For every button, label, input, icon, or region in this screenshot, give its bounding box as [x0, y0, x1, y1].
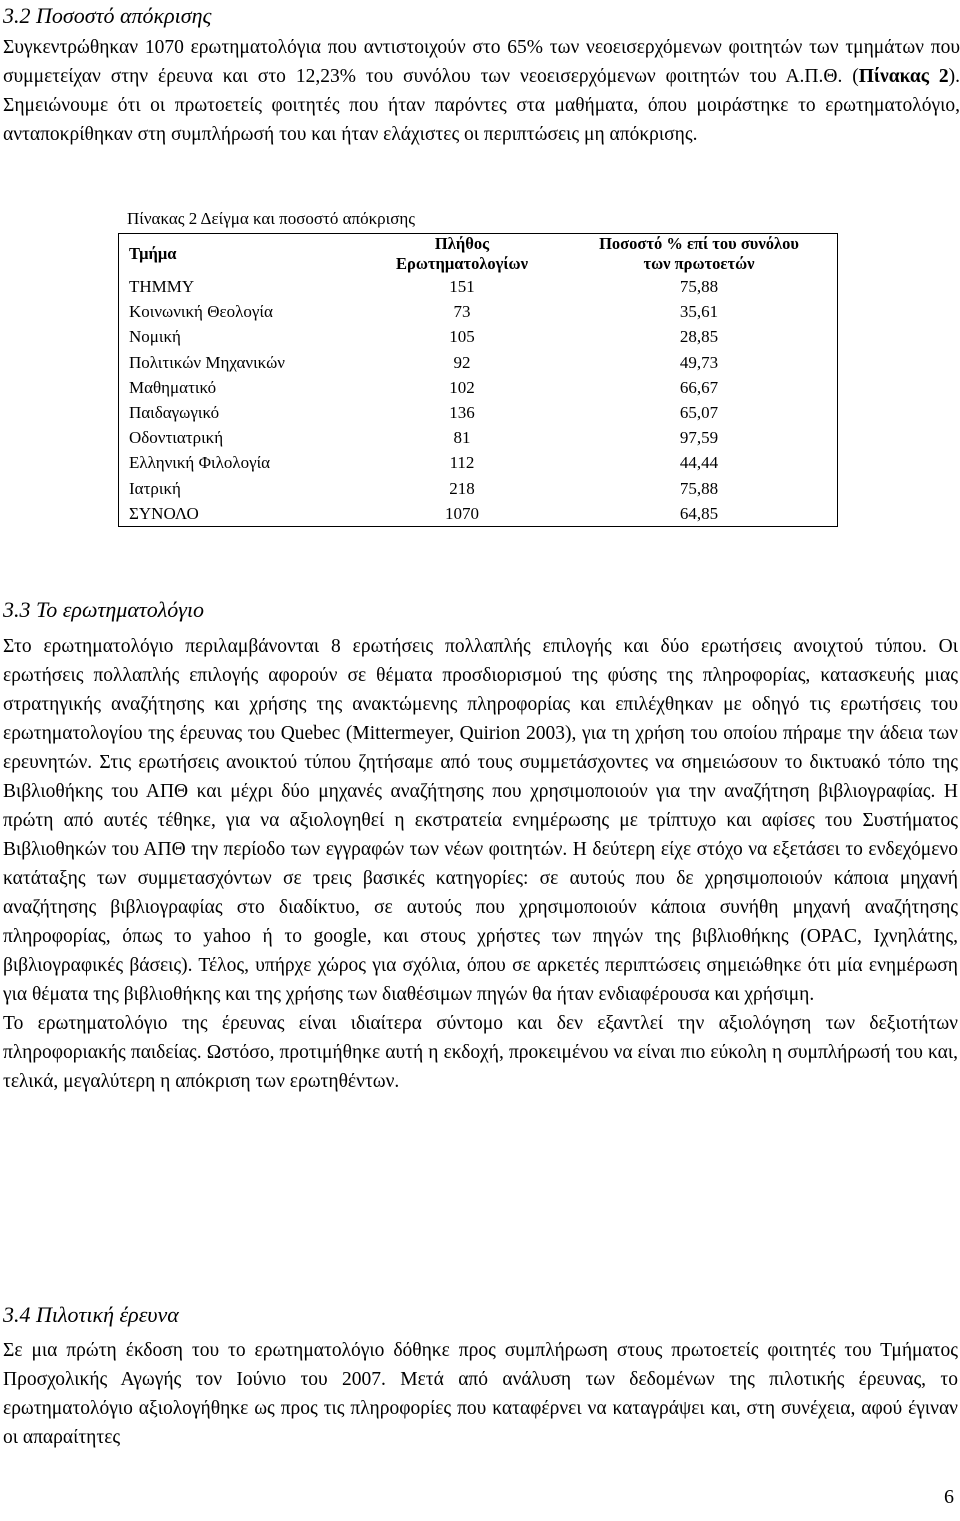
cell-department: Νομική — [129, 327, 181, 347]
section-heading-response-rate: 3.2 Ποσοστό απόκρισης — [3, 3, 212, 28]
cell-count: 112 — [449, 453, 475, 473]
cell-count: 73 — [453, 302, 471, 322]
cell-count: 105 — [449, 327, 475, 347]
cell-department: Κοινωνική Θεολογία — [129, 302, 273, 322]
cell-department: Μαθηματικό — [129, 377, 217, 397]
header-department: Τμήμα — [129, 244, 177, 263]
table-row — [119, 299, 838, 324]
table-container — [118, 205, 838, 527]
cell-count: 1070 — [445, 503, 479, 523]
table-row — [119, 274, 838, 299]
cell-percentage: 28,85 — [679, 327, 719, 347]
table-row — [119, 476, 838, 501]
cell-department: Ελληνική Φιλολογία — [129, 453, 271, 473]
cell-count: 218 — [449, 478, 475, 498]
cell-percentage: 64,85 — [679, 503, 719, 523]
header-percentage — [561, 234, 838, 275]
header-pct-line2: των πρωτοετών — [643, 254, 755, 273]
paragraph-response-rate — [3, 33, 960, 149]
cell-percentage: 66,67 — [679, 377, 719, 397]
cell-percentage: 35,61 — [679, 302, 719, 322]
header-pct-line1: Ποσοστό % επί του συνόλου — [599, 234, 799, 253]
cell-count: 102 — [449, 377, 475, 397]
section-heading-questionnaire: 3.3 Το ερωτηματολόγιο — [3, 597, 205, 622]
cell-department: ΤΗΜΜΥ — [129, 277, 195, 296]
table-caption: Πίνακας 2 Δείγμα και ποσοστό απόκρισης — [127, 209, 416, 228]
cell-department: Οδοντιατρική — [129, 428, 224, 448]
section-heading-pilot: 3.4 Πιλοτική έρευνα — [3, 1302, 179, 1327]
cell-department: Ιατρική — [129, 478, 181, 498]
paragraph-questionnaire-2: Το ερωτηματολόγιο της έρευνας είναι ιδιαίτερα σύντομο και δεν εξαντλεί την αξιολόγηση των δεξιοτήτων πληροφοριακής παιδείας. Ωστόσο, προτιμήθηκε αυτή η εκδοχή, προκειμένου να είναι πιο εύκολη η συμπλήρωσή του και, τελικά, μεγαλύτερη η απόκριση των ερωτηθέντων. — [3, 1013, 958, 1092]
cell-department: Παιδαγωγικό — [129, 403, 220, 423]
questionnaire-body — [3, 632, 958, 1096]
paragraph-text-part-a: Συγκεντρώθηκαν 1070 ερωτηματολόγια που αντιστοιχούν στο 65% των νεοεισερχόμενων φοιτητών των τμημάτων που συμμετείχαν στην έρευνα και στο 12,23% του συνόλου των νεοεισερχόμενων φοιτητών του Α.Π.Θ. ( — [3, 37, 960, 87]
table-row-total — [119, 501, 838, 527]
paragraph-text-part-b: ). Σημειώνουμε ότι οι πρωτοετείς φοιτητές που ήταν παρόντες στα μαθήματα, όπου μοιράστηκε το ερωτηματολόγιο, ανταποκρίθηκαν στη συμπλήρωσή του και ήταν ελάχιστες οι περιπτώσεις μη απόκρισης. — [3, 66, 960, 145]
cell-count: 151 — [449, 277, 475, 296]
cell-percentage: 75,88 — [679, 277, 719, 296]
cell-count: 92 — [453, 352, 471, 372]
table-row — [119, 375, 838, 400]
cell-count: 81 — [453, 428, 471, 448]
cell-percentage: 97,59 — [679, 428, 719, 448]
table-reference-link: Πίνακας 2 — [858, 66, 949, 87]
header-count-line2: Ερωτηματολογίων — [396, 254, 528, 273]
sample-response-table — [118, 233, 838, 527]
table-row — [119, 425, 838, 450]
page-number: 6 — [944, 1486, 954, 1508]
header-count-line1: Πλήθος — [434, 234, 490, 253]
table-row — [119, 400, 838, 425]
cell-percentage: 44,44 — [679, 453, 719, 473]
table-row — [119, 450, 838, 475]
header-count — [363, 234, 561, 275]
cell-department: ΣΥΝΟΛΟ — [129, 503, 199, 523]
paragraph-pilot: Σε μια πρώτη έκδοση του το ερωτηματολόγιο δόθηκε προς συμπλήρωση στους πρωτοετείς φοιτητές του Τμήματος Προσχολικής Αγωγής τον Ιούνιο του 2007. Μετά από ανάλυση των δεδομένων της πιλοτικής έρευνας, το ερωτηματολόγιο αξιολογήθηκε ως προς τις πληροφορίες που καταφέρνει να καταγράψει και, στη συνέχεια, αφού έγιναν οι απαραίτητες — [3, 1340, 958, 1448]
cell-percentage: 65,07 — [679, 403, 719, 423]
cell-department: Πολιτικών Μηχανικών — [129, 352, 285, 372]
paragraph-questionnaire-1: Στο ερωτηματολόγιο περιλαμβάνονται 8 ερωτήσεις πολλαπλής επιλογής και δύο ερωτήσεις ανοιχτού τύπου. Οι ερωτήσεις πολλαπλής επιλογής αφορούν σε θέματα προσδιορισμού της φύσης της πληροφορίας, κατασκευής μιας στρατηγικής αναζήτησης και χρήσης της ανακτώμενης πληροφορίας και επιλέχθηκαν με οδηγό τις ερωτήσεις του ερωτηματολογίου της έρευνας του Quebec (Mittermeyer, Quirion 2003), για τη χρήση του οποίου πήραμε την άδεια των ερευνητών. Στις ερωτήσεις ανοικτού τύπου ζητήσαμε από τους συμμετάσχοντες να σημειώσουν το δικτυακό τόπο της Βιβλιοθήκης του ΑΠΘ και μέχρι δύο μηχανές αναζήτησης που χρησιμοποιούν για την αναζήτηση βιβλιογραφίας. Η πρώτη από αυτές τέθηκε, για να αξιολογηθεί η εκστρατεία ενημέρωσης με τρίπτυχο και αφίσες του Συστήματος Βιβλιοθηκών του ΑΠΘ την περίοδο των εγγραφών των νέων φοιτητών. Η δεύτερη είχε στόχο να εξετάσει το ενδεχόμενο κατάταξης των συμμετασχόντων σε τρεις βασικές κατηγορίες: σε αυτούς που δε χρησιμοποιούν κάποια μηχανή αναζήτησης βιβλιογραφίας στο διαδίκτυο, σε αυτούς που χρησιμοποιούν κάποια συνήθη μηχανή αναζήτησης πληροφορίας, όπως το yahoo ή το google, και στους χρήστες των πηγών της βιβλιοθήκης (OPAC, Ιχνηλάτης, βιβλιογραφικές βάσεις). Τέλος, υπήρχε χώρος για σχόλια, όπου σε αρκετές περιπτώσεις σημειώθηκε ότι μία ενημέρωση για θέματα της βιβλιοθήκης και της χρήσης των διαθέσιμων πηγών θα ήταν ενδιαφέρουσα και χρήσιμη. — [3, 636, 958, 1005]
cell-percentage: 49,73 — [679, 352, 719, 372]
cell-percentage: 75,88 — [679, 478, 719, 498]
table-row — [119, 350, 838, 375]
table-row — [119, 324, 838, 349]
cell-count: 136 — [449, 403, 475, 423]
table-header-row — [119, 234, 838, 275]
